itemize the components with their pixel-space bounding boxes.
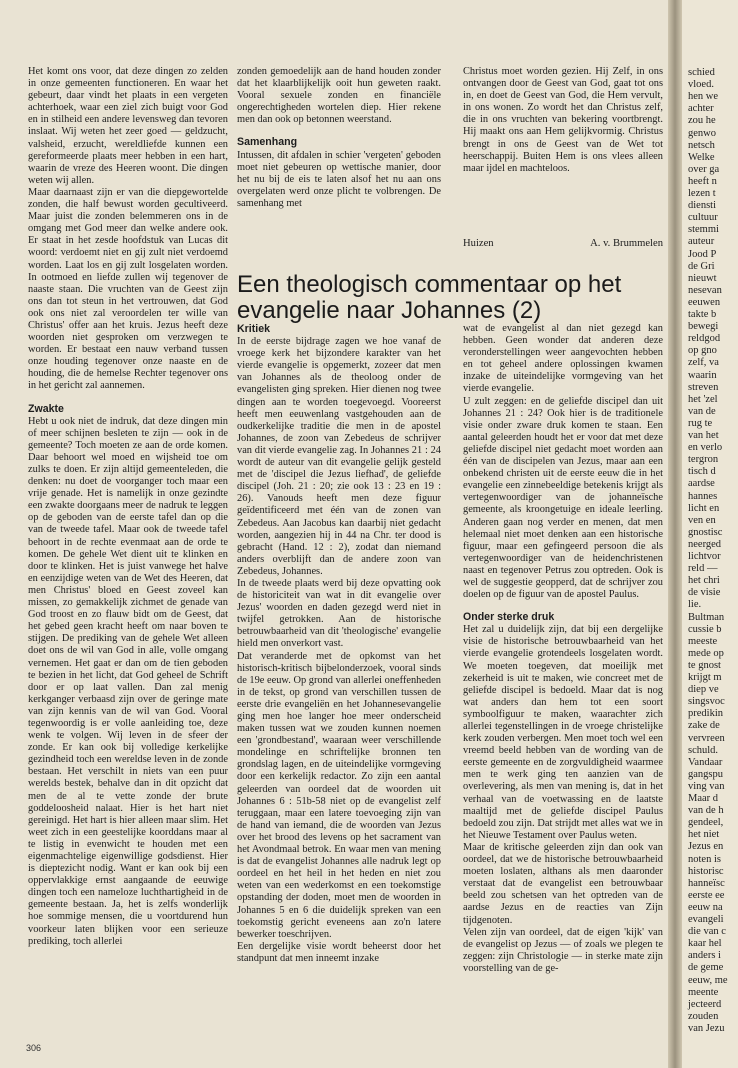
column-1-paragraph-3: Hebt u ook niet de indruk, dat deze dingen min of meer schijnen besleten te zijn — ook in de gemeente? Toch moeten ze aan de orde komen. Daar behoort wel moed en wijsheid toe om zulks te doen. Er zijn altijd gemeenteleden, die denken: nu doet de voorganger toch maar een vrije genade. Het is namelijk in onze gezindte een zwakte doorgaans meer de nadruk te leggen op de geboden van de eerste tafel dan op die van de tweede tafel. Maar ook de tweede tafel behoort in de rechte evenmaat aan de orde te komen. De gehele Wet dient uit te klinken en door te klinken. Het is juist vanwege het halve en eenzijdige weten van de Wet des Heeren, dat men Christus' bloed en Geest zoveel kan missen, zo gemakkelijk zichmet de genade van God troost en zo flauw bidt om de Geest, dat het gebed geen kracht heeft om naar boven te stijgen. De prediking van de gehele Wet alleen doet ons de wil van God in alle, volle omgang vernemen. Het gaat er dan om de tien geboden te bezien in het licht, dat God geheel de Schrift door er op laat vallen. Dan zal menig kerkganger verbaasd zijn over de geringe mate van zijn kennis van de wil van God. Vooral tegenwoordig is er volle aanleiding toe, deze wenk te volgen. Wij leven in de sfeer der zonde. Er kan ook bij volledige kerkelijke gezindheid toch een wereldse leven in de zonde bestaan. Het verschilt in niets van een puur werelds bestek, behalve dan in dit opzicht dat men de al te vette zonde der brute goddeloosheid nalaat. Hier is het hart niet gereinigd. Het hart is hier alleen maar slim. Het weet zich in een geestelijke koorddans maar al te listig in evenwicht te houden met een eigenmachtelige eigenwillige godsdienst. Hier is dieptezicht nodig. Want er kan ook bij een oppervlakkige ernst aangaande de eeuwige dingen toch een nameloze luchthartigheid in de gemeente bestaan. Ja, het is zelfs wonderlijk hoe sommige mensen, die u voortdurend hun voorkeur laten blijken voor een serieuze prediking, toch allerlei bbox=[28, 415, 228, 947]
right-page-line: gendeel, bbox=[688, 817, 724, 829]
right-page-line: het chri bbox=[688, 575, 720, 587]
column-2-top-paragraph-1: zonden gemoedelijk aan de hand houden zonder dat het klaarblijkelijk ooit hun geweten raakt. Vooral sexuele zonden en financiële ongerechtigheden wortelen diep. Hier rekene men dan ook op betonnen weerstand. bbox=[237, 66, 441, 126]
column-3-paragraph-5: Velen zijn van oordeel, dat de eigen 'kijk' van de evangelist op Jezus — of zoals we plegen te zeggen: zijn Christologie — in sterke mate zijn voorstelling van de ge- bbox=[463, 926, 663, 974]
right-page-line: die van c bbox=[688, 926, 726, 938]
right-page-line: diep ve bbox=[688, 684, 719, 696]
column-2-paragraph-1: In de eerste bijdrage zagen we hoe vanaf de vroege kerk het bijzondere karakter van het vierde evangelie is opgemerkt, zozeer dat men van Johannes als de theoloog onder de evangelisten ging spreken. Hier dienen nog twee dingen aan te worden toegevoegd. Vooreerst heeft men eeuwenlang vastgehouden aan de oudkerkelijke traditie die men in de apostel Johannes, de zoon van Zebedeus de schrijver van dit vierde evangelie zag. In Johannes 21 : 24 wordt de auteur van dit evangelie gelijk gesteld met de 'discipel die Jezus liefhad', de geliefde discipel (Joh. 21 : 20; zie ook 13 : 23 en 19 : 26). Vanouds heeft men deze figuur geïdentificeerd met één van de zonen van Zebedeus. Aan Jacobus kan daarbij niet gedacht worden, aangezien hij in 44 na Chr. ter dood is gebracht (Hand. 12 : 2), zodat dan niemand anders overblijft dan de andere zoon van Zebedeus, Johannes. bbox=[237, 336, 441, 577]
column-3 bbox=[463, 323, 663, 975]
right-page-line: streven bbox=[688, 381, 719, 393]
right-page-line: nieuwt bbox=[688, 272, 717, 284]
book-spine bbox=[668, 0, 682, 1068]
right-page-line: Welke bbox=[688, 151, 715, 163]
column-3-paragraph-1: wat de evangelist al dan niet gezegd kan hebben. Geen wonder dat anderen deze veronderstellingen weer aangevochten hebben en tot geheel andere oplossingen kwamen inzake de uiteindelijke vormgeving van het vierde evangelie. bbox=[463, 323, 663, 395]
heading-samenhang: Samenhang bbox=[237, 136, 298, 149]
column-1-paragraph-1: Het komt ons voor, dat deze dingen zo zelden in onze gemeenten functioneren. En waar het gebeurt, daar vindt het plaats in een vergeten achterhoek, waar een ziel zich buigt voor God en in stilheid een andere levensweg dan tevoren inslaat. Wij weten het zeer goed — geldzucht, valsheid, erzucht, wereldliefde kunnen een gereformeerde plaats meer hebben in een hart, waarin de vreze des Heeren woont. Die dingen weten wij allen. bbox=[28, 66, 228, 186]
right-page-line: Jood P bbox=[688, 248, 717, 260]
right-page-line: Vandaar bbox=[688, 756, 723, 768]
right-page-line: Bultman bbox=[688, 611, 725, 623]
right-page-line: het niet bbox=[688, 829, 720, 841]
heading-kritiek: Kritiek bbox=[237, 323, 270, 335]
right-page-line: op gno bbox=[688, 345, 717, 357]
right-page-line: lie. bbox=[688, 599, 702, 611]
right-page-line: bewegi bbox=[688, 321, 719, 333]
right-page-line: de Gri bbox=[688, 260, 715, 272]
column-3-paragraph-2: U zult zeggen: en de geliefde discipel dan uit Johannes 21 : 24? Ook hier is de traditionele visie onder zware druk komen te staan. Een aantal geleerden houdt het er voor dat met deze geliefde discipel niet gedacht moet worden aan één van de discipelen van Jezus, maar aan een onbekend christen uit de eerste eeuw die in het evangelie een zinnebeeldige betekenis krijgt als vertegenwoordiger van de johanneïsche gemeente, als kroongetuige en ideale leerling. Anderen gaan nog verder en menen, dat men helemaal niet moet denken aan een historische figuur, maar een gefingeerd persoon die als vertegenwoordiger van de heidenchristenen naast en tegenover Petrus zou optreden. Ook is wel de suggestie geopperd, dat de schrijver zou doelen op de figuur van de apostel Paulus. bbox=[463, 395, 663, 601]
right-page-line: het 'zel bbox=[688, 393, 718, 405]
right-page-line: zou he bbox=[688, 115, 716, 127]
right-page-line: meente bbox=[688, 986, 719, 998]
right-page-line: van Jezu bbox=[688, 1022, 725, 1034]
right-page-line: nesevan bbox=[688, 284, 722, 296]
column-2-top-paragraph-2: Intussen, dit afdalen in schier 'vergeten' geboden moet niet gebeuren op wettische manier, door het nu bij de eis te laten alsof het nu aan ons overgelaten werd onze plicht te volbrengen. De samenhang met bbox=[237, 149, 441, 209]
right-page-line: historisc bbox=[688, 865, 724, 877]
right-page-line: eeuw na bbox=[688, 901, 723, 913]
column-3-paragraph-4: Maar de kritische geleerden zijn dan ook van oordeel, dat we de historische betrouwbaarheid moeten loslaten, althans als men daaronder verstaat dat de evangelist een betrouwbaar beeld zou schetsen van het optreden van de aardse Jezus en de reacties van Zijn tijdgenoten. bbox=[463, 841, 663, 926]
right-page-line: gangspu bbox=[688, 768, 723, 780]
right-page-line: netsch bbox=[688, 139, 715, 151]
column-2-paragraph-4: Een dergelijke visie wordt beheerst door het standpunt dat men inneemt inzake bbox=[237, 940, 441, 964]
column-3-paragraph-3: Het zal u duidelijk zijn, dat bij een dergelijke visie de historische betrouwbaarheid van het vierde evangelie grotendeels losgelaten wordt. We moeten toegeven, dat moeilijk met zekerheid is uit te maken, wie concreet met de geliefde discipel is bedoeld. Maar dat is nog wat anders dan hem tot een soort symboolfiguur te maken, waarachter zich allerlei tegenstellingen in de vroege christelijke kerk zouden verbergen. Men moet toch wel een vreemd beeld hebben van de wording van de eerste gemeente en de zorgvuldigheid waarmee men te werk ging ten aanzien van de overlevering, als men van mening is, dat in het verhaal van de voetwassing en de laatste maaltijd met de geliefde discipel Paulus bedoeld zou zijn. Dat strijdt met alles wat we in het Nieuwe Testament over Paulus weten. bbox=[463, 624, 663, 841]
right-page-line: meeste bbox=[688, 635, 718, 647]
right-page-line: de geme bbox=[688, 962, 724, 974]
right-page-line: noten is bbox=[688, 853, 721, 865]
right-page-line: stemmi bbox=[688, 224, 719, 236]
signature-author: A. v. Brummelen bbox=[590, 238, 663, 249]
column-3-top bbox=[463, 66, 663, 175]
right-page-line: heeft n bbox=[688, 175, 717, 187]
right-page-line: rug te bbox=[688, 417, 713, 429]
right-page-line: kaar hel bbox=[688, 938, 722, 950]
column-1 bbox=[28, 66, 228, 948]
right-page-line: waarin bbox=[688, 369, 717, 381]
right-page-line: diensti bbox=[688, 200, 716, 212]
right-page-line: eeuwen bbox=[688, 296, 721, 308]
right-page-line: lezen t bbox=[688, 188, 716, 199]
right-page-line: lichtvor bbox=[688, 551, 721, 562]
right-page-line: ving van bbox=[688, 780, 725, 792]
column-3-top-paragraph-1: Christus moet worden gezien. Hij Zelf, in ons ontvangen door de Geest van God, gaat tot ons in, en doet de Geest van God, die Hem vervult, in ons wonen. Zo wordt het dan Christus zelf, die in ons vruchten van bekering voortbrengt. Hij maakt ons aan Hem gelijkvormig. Christus brengt in ons de Geest van de Wet tot heerschappij. Buiten Hem is ons vlees alleen maar ijdel en machteloos. bbox=[463, 66, 663, 174]
right-page-line: te gnost bbox=[688, 659, 721, 671]
right-page-line: Maar d bbox=[688, 793, 719, 804]
right-page-line: reldgod bbox=[688, 333, 721, 345]
heading-zwakte: Zwakte bbox=[28, 402, 64, 415]
right-page-line: ven en bbox=[688, 514, 716, 526]
right-page-line: en verlo bbox=[688, 442, 723, 454]
right-page-line: zouden bbox=[688, 1010, 719, 1022]
right-page-line: jecteerd bbox=[688, 998, 722, 1010]
right-page-line: cussie b bbox=[688, 623, 722, 635]
right-page-line: hanneïsc bbox=[688, 877, 725, 889]
page-number: 306 bbox=[26, 1043, 42, 1053]
right-page-line: van de h bbox=[688, 805, 724, 817]
right-page-line: Jezus en bbox=[688, 841, 724, 853]
right-page-line: over ga bbox=[688, 163, 720, 175]
right-page-line: reld — bbox=[688, 563, 718, 575]
right-page-line: van het bbox=[688, 430, 719, 441]
signature bbox=[463, 238, 663, 249]
right-page-line: hannes bbox=[688, 490, 718, 502]
right-page-line: evangeli bbox=[688, 914, 724, 925]
right-page-line: auteur bbox=[688, 236, 715, 248]
right-page-line: zelf, va bbox=[688, 357, 719, 369]
right-page-line: vervreen bbox=[688, 732, 725, 744]
column-1-paragraph-2: Maar daarnaast zijn er van die diepgewortelde zonden, die half bewust worden gecultiveerd. Maar juist die zonden belemmeren ons in de omgang met God meer dan welke andere ook. Er staat in het zesde hoofdstuk van Lucas dit woord: verdoemt niet en gij zult niet verdoemd worden. Laat los en gij zult losgelaten worden. In ootmoed en liefde zullen wij tegenover de naaste staan. Die vruchten van de Geest zijn ons dan tot steun in het vertrouwen, dat God ook ons niet zal veroordelen ter wille van Christus' offer aan het kruis. Jezus heeft deze woorden niet gesproken om verzwegen te worden. Er bestaat een nauw verband tussen onze houding tegenover onze naaste en de houding, die de hemelse Rechter tegenover ons in het gericht zal aannemen. bbox=[28, 186, 228, 392]
right-page-line: van de bbox=[688, 405, 716, 417]
right-page-line: aardse bbox=[688, 478, 715, 490]
right-page-line: licht en bbox=[688, 502, 720, 514]
right-page-line: anders i bbox=[688, 950, 721, 962]
right-page-edge bbox=[682, 0, 738, 1068]
right-page-line: schied bbox=[688, 67, 715, 78]
column-2-paragraph-3: Dat veranderde met de opkomst van het historisch-kritisch bijbelonderzoek, vooral sinds de 19e eeuw. Op grond van allerlei oneffenheden in de tekst, op grond van verschillen tussen de eerste drie evangeliën en het Johannesevangelie ging men hoe langer hoe meer onderscheid maken tussen wat we zouden kunnen noemen een 'grondbestand', waaraan weer verschillende mondelinge en schriftelijke bronnen ten grondslag lagen, en de uiteindelijke vormgeving door een kerkelijk redactor. Zo zijn een aantal geleerden van oordeel dat de woorden uit Johannes 6 : 51b-58 niet op de evangelist zelf teruggaan, maar een latere toevoeging zijn van de hand van iemand, die de woorden van Jezus over het brood des levens op het sacrament van het Avondmaal betrok. En waar men van mening is dat de evangelist Johannes alle nadruk legt op oordeel en het heil in het heden en niet zou weten van een wederkomst en een toekomstige opstanding der doden, moet men de woorden in Johannes 5 en 6 die duidelijk spreken van een toekomstig gericht eveneens aan zo'n latere bewerker toeschrijven. bbox=[237, 650, 441, 940]
column-2-top bbox=[237, 66, 441, 210]
right-page-line: predikin bbox=[688, 708, 723, 720]
right-page-line: tergron bbox=[688, 454, 719, 466]
right-page-line: genwo bbox=[688, 127, 716, 139]
right-page-line: schuld. bbox=[688, 744, 719, 756]
right-page-line: takte b bbox=[688, 309, 717, 320]
right-page-line: singsvoc bbox=[688, 696, 725, 708]
right-page-line: eerste ee bbox=[688, 889, 725, 901]
right-page-line: neerged bbox=[688, 538, 722, 550]
right-page-line: gnostisc bbox=[688, 526, 723, 538]
right-page-line: cultuur bbox=[688, 212, 718, 224]
right-page-line: achter bbox=[688, 103, 714, 115]
right-page-line: tisch d bbox=[688, 466, 716, 478]
right-page-line: vloed. bbox=[688, 79, 714, 91]
right-page-line: krijgt m bbox=[688, 672, 722, 683]
article-title: Een theologisch commentaar op het evangelie naar Johannes (2) bbox=[237, 271, 622, 324]
right-page-line: zake de bbox=[688, 720, 720, 732]
column-2 bbox=[237, 323, 441, 965]
column-2-paragraph-2: In de tweede plaats werd bij deze opvatting ook de historiciteit van wat in dit evangelie over Jezus' woorden en daden gezegd werd niet in twijfel getrokken. Aan de historische betrouwbaarheid van dit 'theologische' evangelie hield men onverkort vast. bbox=[237, 577, 441, 650]
right-page-line: mede op bbox=[688, 647, 724, 659]
heading-onder-sterke-druk: Onder sterke druk bbox=[463, 611, 555, 624]
signature-place: Huizen bbox=[463, 238, 494, 249]
right-page-line: de visie bbox=[688, 587, 721, 599]
right-page-line: hen we bbox=[688, 91, 719, 103]
right-page-line: eeuw, me bbox=[688, 974, 728, 986]
